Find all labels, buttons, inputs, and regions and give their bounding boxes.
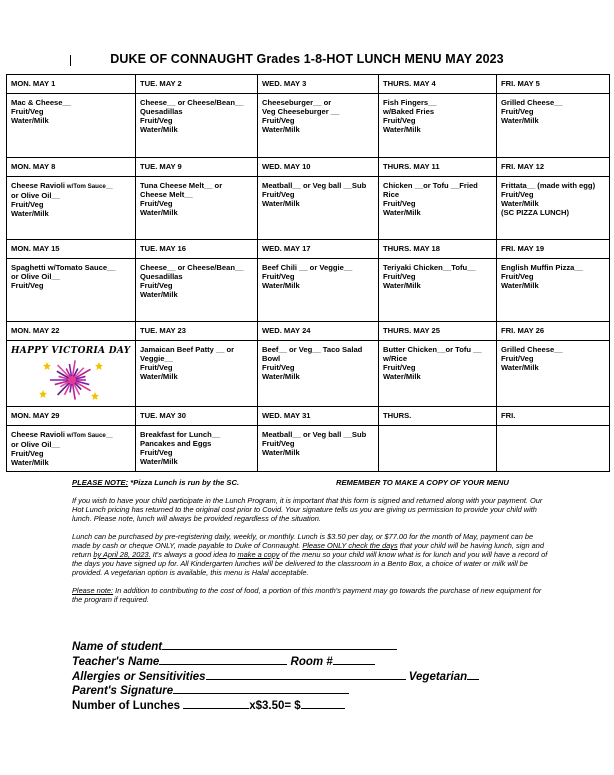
day-header: TUE. MAY 30: [136, 407, 258, 426]
day-menu-cell[interactable]: [497, 94, 610, 158]
menu-item-line: Spaghetti w/Tomato Sauce__: [11, 263, 116, 272]
day-header: TUE. MAY 9: [136, 158, 258, 177]
day-menu-cell[interactable]: [258, 94, 379, 158]
notes-section: [72, 478, 552, 604]
day-menu-cell[interactable]: [258, 426, 379, 472]
day-menu-cell[interactable]: [258, 259, 379, 322]
week-header-row: [7, 75, 610, 94]
fireworks-icon: [37, 358, 107, 402]
menu-item-line: Fruit/Veg: [501, 190, 534, 199]
day-header: FRI.: [497, 407, 610, 426]
day-header: MON. MAY 22: [7, 322, 136, 341]
day-menu-cell[interactable]: [7, 259, 136, 322]
signature-field[interactable]: [173, 683, 349, 694]
day-menu-cell[interactable]: [258, 177, 379, 240]
day-header: THURS. MAY 4: [379, 75, 497, 94]
day-menu-cell[interactable]: [379, 94, 497, 158]
menu-item-line: Meatball__ or Veg ball __Sub: [262, 430, 367, 439]
day-menu-cell[interactable]: [7, 94, 136, 158]
menu-item-line: Water/Milk: [383, 372, 421, 381]
menu-item-line: Water/Milk: [262, 199, 300, 208]
week-header-row: [7, 407, 610, 426]
please-note: PLEASE NOTE: *Pizza Lunch is run by the SC.: [72, 478, 240, 487]
menu-item-line: Meatball__ or Veg ball __Sub: [262, 181, 367, 190]
menu-item-line: Water/Milk: [501, 116, 539, 125]
day-menu-cell[interactable]: [136, 341, 258, 407]
menu-item-line: Fruit/Veg: [262, 439, 295, 448]
menu-item-line: Fruit/Veg: [383, 116, 416, 125]
menu-item-line: Quesadillas: [140, 107, 183, 116]
day-header: WED. MAY 31: [258, 407, 379, 426]
menu-item-line: Cheese__ or Cheese/Bean__: [140, 263, 244, 272]
menu-item-line: Water/Milk: [383, 281, 421, 290]
room-field[interactable]: [333, 654, 375, 665]
menu-item-line: Fruit/Veg: [11, 449, 44, 458]
menu-item-line: w/Rice: [383, 354, 408, 363]
week-menu-row: [7, 94, 610, 158]
menu-item-line: Water/Milk: [140, 125, 178, 134]
menu-item-line: Fruit/Veg: [140, 281, 173, 290]
menu-item-line: Fruit/Veg: [140, 363, 173, 372]
menu-item-line: Grilled Cheese__: [501, 98, 563, 107]
lunches-row: Number of Lunches x$3.50= $: [72, 698, 479, 713]
note-paragraph-2: Lunch can be purchased by pre-registering daily, weekly, or monthly. Lunch is $3.50 per day, or $77.00 for the month of May, payment can be made by cash or cheque ONLY, made payable to Duke of Connaught. Please ONLY check the days that your child will be having lunch, sign and return by April 28, 2023. It's always a good idea to make a copy of the menu so your child will know what is for lunch and you will have a record of the days you have signed up for. All Kindergarten lunches will be delivered to the classroom in a Bento Box, a choice of water or milk will be provided. A vegetarian option is available, this menu is Halal acceptable.: [72, 532, 548, 577]
student-name-row: Name of student: [72, 639, 479, 654]
week-header-row: [7, 240, 610, 259]
page-title: DUKE OF CONNAUGHT Grades 1-8-HOT LUNCH MENU MAY 2023: [110, 52, 504, 66]
day-header: FRI. MAY 26: [497, 322, 610, 341]
menu-item-line: Water/Milk: [262, 448, 300, 457]
day-menu-cell[interactable]: [258, 341, 379, 407]
menu-item-line: Fruit/Veg: [262, 272, 295, 281]
menu-item-line: Rice: [383, 190, 400, 199]
day-menu-cell[interactable]: [379, 259, 497, 322]
menu-item-line: Frittata__ (made with egg): [501, 181, 596, 190]
menu-item-line: Beef__ or Veg__ Taco Salad: [262, 345, 363, 354]
menu-item-line: Water/Milk: [501, 363, 539, 372]
menu-item-line: Water/Milk: [501, 281, 539, 290]
day-header: FRI. MAY 19: [497, 240, 610, 259]
menu-item-line: Fruit/Veg: [501, 354, 534, 363]
day-header: THURS. MAY 18: [379, 240, 497, 259]
day-menu-cell[interactable]: [379, 341, 497, 407]
menu-item-line: Cheese Melt__: [140, 190, 193, 199]
day-menu-cell[interactable]: [379, 426, 497, 472]
menu-item-line: Fruit/Veg: [501, 107, 534, 116]
day-menu-cell[interactable]: [136, 259, 258, 322]
day-menu-cell[interactable]: [497, 341, 610, 407]
menu-item-line: Cheeseburger__ or: [262, 98, 332, 107]
menu-item-line: Tuna Cheese Melt__ or: [140, 181, 223, 190]
day-menu-cell[interactable]: [136, 177, 258, 240]
day-header: THURS. MAY 11: [379, 158, 497, 177]
menu-item-line: Water/Milk: [501, 199, 539, 208]
menu-item-line: Fruit/Veg: [11, 281, 44, 290]
menu-item-line: Fruit/Veg: [11, 200, 44, 209]
week-menu-row: [7, 177, 610, 240]
menu-item-line: Chicken __or Tofu __Fried: [383, 181, 478, 190]
menu-item-line: Veggie__: [140, 354, 173, 363]
menu-item-line: Mac & Cheese__: [11, 98, 71, 107]
day-header: MON. MAY 15: [7, 240, 136, 259]
menu-item-line: Fruit/Veg: [262, 190, 295, 199]
day-header: WED. MAY 10: [258, 158, 379, 177]
menu-item-line: Grilled Cheese__: [501, 345, 563, 354]
menu-item-line: Fruit/Veg: [140, 116, 173, 125]
menu-item-line: Veg Cheeseburger __: [262, 107, 340, 116]
menu-item-line: Water/Milk: [140, 290, 178, 299]
vegetarian-field[interactable]: [467, 669, 479, 680]
day-menu-cell[interactable]: [7, 341, 136, 407]
menu-item-line: Breakfast for Lunch__: [140, 430, 221, 439]
day-header: MON. MAY 8: [7, 158, 136, 177]
allergies-field[interactable]: [206, 669, 406, 680]
menu-item-line: Fruit/Veg: [383, 363, 416, 372]
signup-form: [72, 639, 479, 713]
day-menu-cell[interactable]: [497, 426, 610, 472]
note-paragraph-1: If you wish to have your child participate in the Lunch Program, it is important that this form is signed and returned along with your payment. Our Hot Lunch pricing has returned to the original cost prior to Covid. Your signature tells us you are giving us permission to provide your child with lunch. Please note, lunch will always be provided regardless of the situation.: [72, 496, 543, 523]
day-header: MON. MAY 1: [7, 75, 136, 94]
menu-item-line: Fruit/Veg: [262, 116, 295, 125]
menu-item-line: Fruit/Veg: [140, 199, 173, 208]
menu-item-line: Fruit/Veg: [383, 272, 416, 281]
menu-item-line: Cheese__ or Cheese/Bean__: [140, 98, 244, 107]
menu-item-line: Fruit/Veg: [501, 272, 534, 281]
day-menu-cell[interactable]: [497, 177, 610, 240]
menu-item-note: w/Tom Sauce__: [65, 183, 113, 190]
menu-item-line: Water/Milk: [383, 208, 421, 217]
day-header: WED. MAY 3: [258, 75, 379, 94]
day-header: TUE. MAY 2: [136, 75, 258, 94]
day-header: TUE. MAY 23: [136, 322, 258, 341]
menu-item-line: or Olive Oil__: [11, 272, 60, 281]
menu-item-line: Fruit/Veg: [383, 199, 416, 208]
menu-item-line: Water/Milk: [383, 125, 421, 134]
week-header-row: [7, 322, 610, 341]
menu-item-line: Water/Milk: [262, 125, 300, 134]
week-menu-row: [7, 341, 610, 407]
day-header: TUE. MAY 16: [136, 240, 258, 259]
menu-item-line: Bowl: [262, 354, 281, 363]
menu-item-line: Pancakes and Eggs: [140, 439, 212, 448]
signature-row: Parent's Signature: [72, 683, 479, 698]
day-header: MON. MAY 29: [7, 407, 136, 426]
menu-item-line: Water/Milk: [140, 457, 178, 466]
menu-item-line: or Olive Oil__: [11, 440, 60, 449]
day-menu-cell[interactable]: [7, 426, 136, 472]
victoria-day-banner: HAPPY VICTORIA DAY: [11, 346, 131, 356]
teacher-name-field[interactable]: [159, 654, 287, 665]
note-paragraph-3: Please note: In addition to contributing to the cost of food, a portion of this month's payment may go towards the purchase of new equipment for the program if required.: [72, 586, 542, 604]
menu-item-line: Fruit/Veg: [140, 448, 173, 457]
week-header-row: [7, 158, 610, 177]
menu-item-line: Teriyaki Chicken__Tofu__: [383, 263, 476, 272]
lunch-menu-table: [6, 74, 610, 472]
day-header: WED. MAY 24: [258, 322, 379, 341]
menu-item-line: Fruit/Veg: [11, 107, 44, 116]
menu-item-line: Quesadillas: [140, 272, 183, 281]
day-header: THURS. MAY 25: [379, 322, 497, 341]
menu-item-line: English Muffin Pizza__: [501, 263, 583, 272]
day-header: WED. MAY 17: [258, 240, 379, 259]
copy-reminder: REMEMBER TO MAKE A COPY OF YOUR MENU: [336, 478, 509, 487]
day-menu-cell[interactable]: [136, 426, 258, 472]
menu-item-line: Water/Milk: [140, 208, 178, 217]
menu-item-line: or Olive Oil__: [11, 191, 60, 200]
day-header: THURS.: [379, 407, 497, 426]
menu-item-note: w/Tom Sauce__: [65, 432, 113, 439]
menu-item-line: Cheese Ravioli w/Tom Sauce__: [11, 430, 113, 439]
menu-item-line: Water/Milk: [11, 458, 49, 467]
menu-item-line: Jamaican Beef Patty __ or: [140, 345, 235, 354]
allergies-row: Allergies or Sensitivities Vegetarian: [72, 669, 479, 684]
menu-item-line: Water/Milk: [140, 372, 178, 381]
week-menu-row: [7, 426, 610, 472]
menu-item-line: Butter Chicken__or Tofu __: [383, 345, 482, 354]
menu-item-line: Fish Fingers__: [383, 98, 437, 107]
student-name-field[interactable]: [162, 639, 397, 650]
day-menu-cell[interactable]: [379, 177, 497, 240]
teacher-row: Teacher's Name Room #: [72, 654, 479, 669]
menu-item-line: w/Baked Fries: [383, 107, 435, 116]
menu-item-line: Beef Chili __ or Veggie__: [262, 263, 353, 272]
week-menu-row: [7, 259, 610, 322]
lunch-count-field[interactable]: [183, 698, 249, 709]
menu-item-line: Water/Milk: [262, 372, 300, 381]
menu-item-line: (SC PIZZA LUNCH): [501, 208, 570, 217]
day-menu-cell[interactable]: [136, 94, 258, 158]
day-menu-cell[interactable]: [497, 259, 610, 322]
day-header: FRI. MAY 12: [497, 158, 610, 177]
menu-item-line: Cheese Ravioli w/Tom Sauce__: [11, 181, 113, 190]
menu-item-line: Water/Milk: [11, 116, 49, 125]
menu-item-line: Water/Milk: [262, 281, 300, 290]
menu-item-line: Water/Milk: [11, 209, 49, 218]
day-header: FRI. MAY 5: [497, 75, 610, 94]
total-field[interactable]: [301, 698, 345, 709]
menu-item-line: Fruit/Veg: [262, 363, 295, 372]
day-menu-cell[interactable]: [7, 177, 136, 240]
